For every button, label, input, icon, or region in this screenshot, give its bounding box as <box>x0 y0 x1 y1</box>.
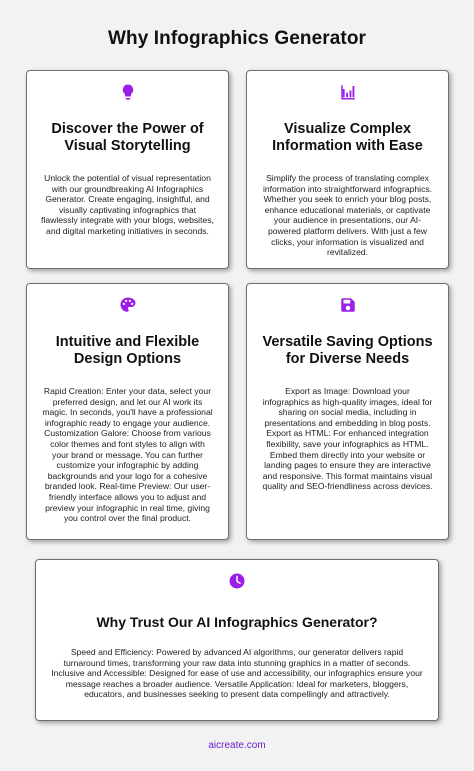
card-body: Speed and Efficiency: Powered by advanced AI algorithms, our generator delivers rapid turnaround times, transforming your raw data into stunning graphics in a matter of seconds. Inclusive and Accessible: Designed for ease of use and accessibility, our infographics ensure your message reaches a broader audience. Versatile Application: Ideal for marketers, bloggers, educators, and businesses seeking to present data compellingly and attractively. <box>51 647 423 700</box>
card-saving-options <box>246 283 449 540</box>
card-visualize-complex <box>246 70 449 269</box>
card-visual-storytelling <box>26 70 229 269</box>
card-heading: Visualize Complex Information with Ease <box>272 121 423 154</box>
card-body: Rapid Creation: Enter your data, select your preferred design, and let our AI work its magic. In seconds, you'll have a professional infographic ready to engage your audience. Customization Galore: Choose from various color themes and font styles to align with your brand or message. You can further customize your infographic by adding backgrounds and your logo for a cohesive branded look. Real-time Preview: Our user-friendly interface allows you to adjust and preview your infographic in real time, giving you control over the final product. <box>42 386 213 524</box>
chart-icon <box>247 83 448 101</box>
card-heading: Discover the Power of Visual Storytelling <box>51 121 204 154</box>
palette-icon <box>27 296 228 314</box>
card-heading: Why Trust Our AI Infographics Generator? <box>96 614 378 630</box>
card-why-trust <box>35 559 439 721</box>
card-heading: Intuitive and Flexible Design Options <box>55 334 200 367</box>
page-title: Why Infographics Generator <box>107 28 367 49</box>
footer-link[interactable]: aicreate.com <box>208 740 266 751</box>
card-heading: Versatile Saving Options for Diverse Needs <box>262 334 433 367</box>
lightbulb-icon <box>27 83 228 101</box>
save-icon <box>247 296 448 314</box>
card-body: Export as Image: Download your infographics as high-quality images, ideal for sharing on social media, including in presentations and embedding in blog posts. Export as HTML: For enhanced integration flexibility, save your infographics as HTML. Embed them directly into your website or landing pages to ensure they are interactive and responsive. This format maintains visual quality and SEO-friendliness across devices. <box>262 386 433 492</box>
card-body: Unlock the potential of visual representation with our groundbreaking AI Infographics Generator. Create engaging, insightful, and visually captivating infographics that flawlessly integrate with your blogs, websites, and digital marketing initiatives in seconds. <box>41 173 214 236</box>
card-body: Simplify the process of translating complex information into straightforward infographics. Whether you seek to enrich your blog posts, enhance educational materials, or captivate your audience in presentations, our AI-powered platform delivers. With just a few clicks, your information is visualized and revitalized. <box>262 173 433 258</box>
card-design-options <box>26 283 229 540</box>
clock-icon <box>36 572 438 590</box>
